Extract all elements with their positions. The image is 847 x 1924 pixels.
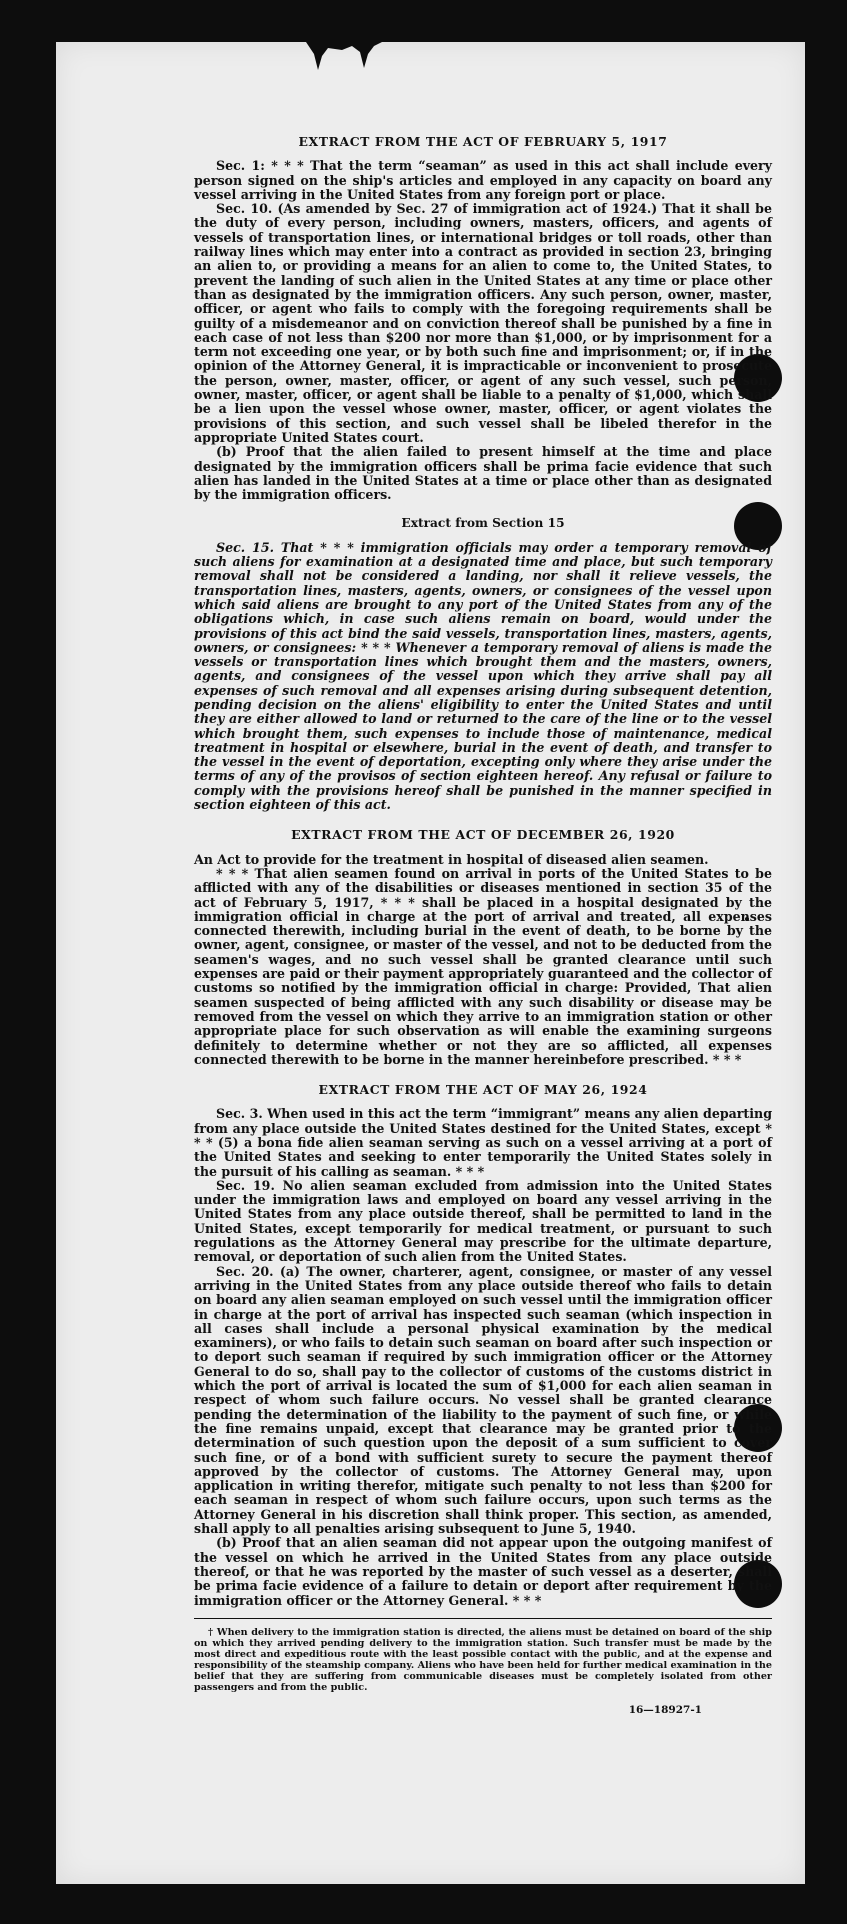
heading-section-15: Extract from Section 15 — [401, 516, 565, 531]
sec-15-paragraph: Sec. 15. That * * * immigration officials may order a temporary removal of such aliens for examination at a designated time and place, but such temporary removal shall not be considered a landing, nor shall it relieve vessels, the transportation lines, masters, agents, owners, or consignees of the vessel upon which said aliens are brought to any port of the United States from any of the obligations which, in case such aliens remain on board, would under the provisions of this act bind the said vessels, transportation lines, masters, agents, owners, or consignees: * * * Whenever a temporary removal of aliens is made the vessels or transportation lines which brought them and the masters, owners, agents, and consignees of the vessel upon which they arrive shall pay all expenses of such removal and all expenses arising during subsequent detention, pending decision on the aliens' eligibility to enter the United States and until they are either allowed to land or returned to the care of the line or to the vessel which brought them, such expenses to include those of maintenance, medical treatment in hospital or elsewhere, burial in the event of death, and transfer to the vessel in the event of deportation, excepting only where they arise under the terms of any of the provisos of section eighteen hereof. Any refusal or failure to comply with the provisions hereof shall be punished in the manner specified in section eighteen of this act. — [194, 539, 772, 813]
sec-10-b-paragraph: (b) Proof that the alien failed to present himself at the time and place designated by the immigration officers shall be prima facie evidence that such alien has landed in the United States at a time or place other than as designated by the immigration officers. — [194, 444, 772, 503]
sec-19-paragraph: Sec. 19. No alien seaman excluded from admission into the United States under the immigration laws and employed on board any vessel arriving in the United States from any place outside thereof, shall be permitted to land in the United States, except temporarily for medical treatment, or pursuant to such regulations as the Attorney General may prescribe for the ultimate departure, removal, or deportation of such alien from the United States. — [194, 1177, 772, 1265]
sec-10-paragraph: Sec. 10. (As amended by Sec. 27 of immigration act of 1924.) That it shall be the duty of every person, including owners, masters, officers, and agents of vessels of transportation lines, or international bridges or toll roads, other than railway lines which may enter into a contract as provided in section 23, bringing an alien to, or providing a means for an alien to come to, the United States, to prevent the landing of such alien in the United States at any time or place other than as designated by the immigration officers. Any such person, owner, master, officer, or agent who fails to comply with the foregoing requirements shall be guilty of a misdemeanor and on conviction thereof shall be punished by a fine in each case of not less than $200 nor more than $1,000, or by imprisonment for a term not exceeding one year, or by both such fine and imprisonment; or, if in the opinion of the Attorney General, it is impracticable or inconvenient to prosecute the person, owner, master, officer, or agent of any such vessel, such person, owner, master, officer, or agent shall be liable to a penalty of $1,000, which shall be a lien upon the vessel whose owner, master, officer, or agent violates the provisions of this section, and such vessel shall be libeled therefor in the appropriate United States court. — [194, 201, 772, 445]
heading-act-1920: EXTRACT FROM THE ACT OF DECEMBER 26, 1920 — [291, 827, 675, 843]
sec-3-paragraph: Sec. 3. When used in this act the term “immigrant” means any alien departing from any place outside the United States destined for the United States, except * * * (5) a bona fide alien seaman serving as such on a vessel arriving at a port of the United States and seeking to enter temporarily the United States solely in the pursuit of his calling as seaman. * * * — [194, 1106, 772, 1179]
act-1920-title: An Act to provide for the treatment in hospital of diseased alien seamen. — [194, 851, 709, 867]
sec-20-b-paragraph: (b) Proof that an alien seaman did not appear upon the outgoing manifest of the vessel on which he arrived in the United States from any place outside thereof, or that he was reported by the master of such vessel as a deserter, shall be prima facie evidence of a failure to detain or deport after requirement by the immigration officer or the Attorney General. * * * — [194, 1535, 772, 1608]
heading-act-1924: EXTRACT FROM THE ACT OF MAY 26, 1924 — [318, 1082, 648, 1098]
document-page — [56, 42, 805, 1884]
torn-edge-mark — [56, 42, 805, 92]
sec-1-paragraph: Sec. 1: * * * That the term “seaman” as used in this act shall include every person signed on the ship's articles and employed in any capacity on board any vessel arriving in the United States from any foreign port or place. — [194, 158, 772, 202]
footnote-divider — [194, 1618, 772, 1619]
form-number: 16—18927-1 — [628, 1703, 702, 1716]
act-1920-paragraph: * * * That alien seamen found on arrival in ports of the United States to be afflicted with any of the disabilities or diseases mentioned in section 35 of the act of February 5, 1917, * * * shall be placed in a hospital designated by the immigration official in charge at the port of arrival and treated, all expenses connected therewith, including burial in the event of death, to be borne by the owner, agent, consignee, or master of the vessel, and not to be deducted from the seamen's wages, and no such vessel shall be granted clearance until such expenses are paid or their payment appropriately guaranteed and the collector of customs so notified by the immigration official in charge: Provided, That alien seamen suspected of being afflicted with any such disability or disease may be removed from the vessel on which they arrive to an immigration station or other appropriate place for such observation as will enable the examining surgeons definitely to determine whether or not they are so afflicted, all expenses connected therewith to be borne in the manner hereinbefore prescribed. * * * — [194, 865, 772, 1067]
sec-20-a-paragraph: Sec. 20. (a) The owner, charterer, agent, consignee, or master of any vessel arriving in the United States from any place outside thereof who fails to detain on board any alien seaman employed on such vessel until the immigration officer in charge at the port of arrival has inspected such seaman (which inspection in all cases shall include a personal physical examination by the medical examiners), or who fails to detain such seaman on board after such inspection or to deport such seaman if required by such immigration officer or the Attorney General to do so, shall pay to the collector of customs of the customs district in which the port of arrival is located the sum of $1,000 for each alien seaman in respect of whom such failure occurs. No vessel shall be granted clearance pending the determination of the liability to the payment of such fine, or while the fine remains unpaid, except that clearance may be granted prior to the determination of such question upon the deposit of a sum sufficient to cover such fine, or of a bond with sufficient surety to secure the payment thereof approved by the collector of customs. The Attorney General may, upon application in writing therefor, mitigate such penalty to not less than $200 for each seaman in respect of whom such failure occurs, upon such terms as the Attorney General in his discretion shall think proper. This section, as amended, shall apply to all penalties arising subsequent to June 5, 1940. — [194, 1263, 772, 1537]
heading-act-1917: EXTRACT FROM THE ACT OF FEBRUARY 5, 1917 — [298, 134, 668, 149]
document-body — [194, 135, 772, 1717]
footnote: † When delivery to the immigration station is directed, the aliens must be detained on board of the ship on which they arrived pending delivery to the immigration station. Such transfer must be made by the most direct and expeditious route with the least possible contact with the public, and at the expense and responsibility of the steamship company. Aliens who have been held for further medical examination in the belief that they are suffering from communicable diseases must be completely isolated from other passengers and from the public. — [194, 1626, 772, 1693]
